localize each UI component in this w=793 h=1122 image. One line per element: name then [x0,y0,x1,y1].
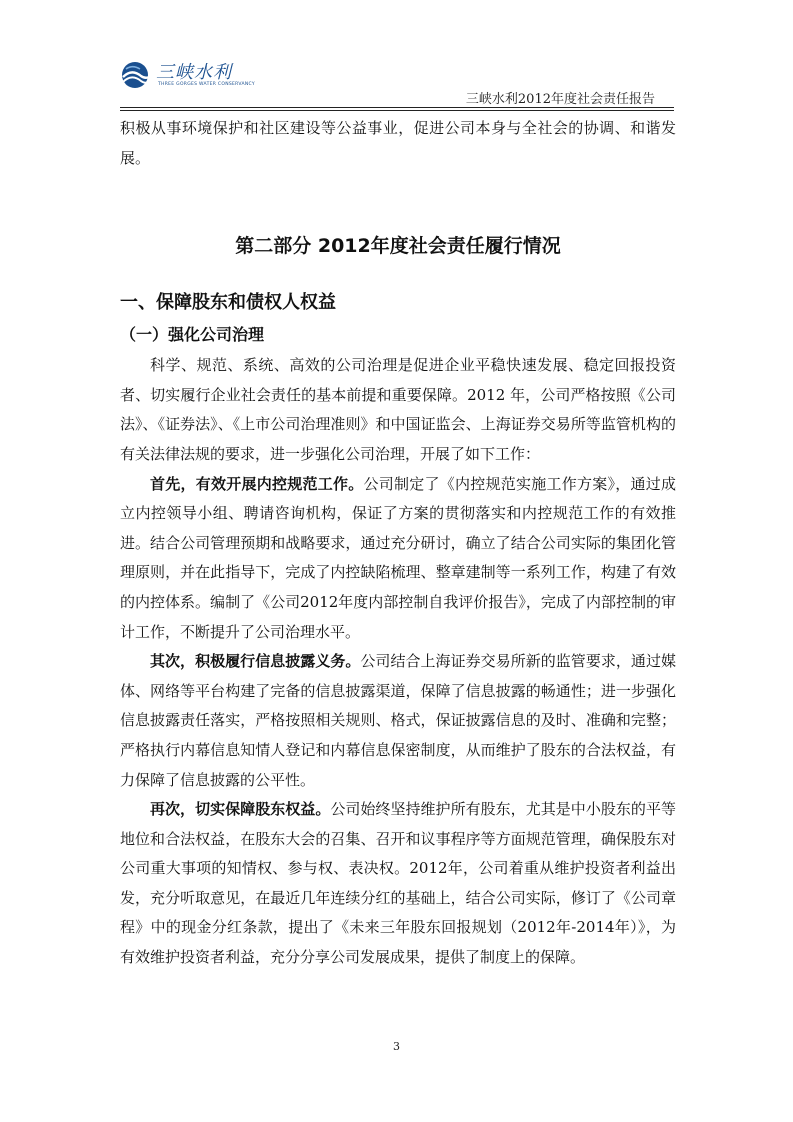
report-header-title: 三峡水利2012年度社会责任报告 [465,92,655,107]
disclosure-lead: 其次，积极履行信息披露义务。 [150,652,361,671]
shareholder-rights-body: 公司始终坚持维护所有股东，尤其是中小股东的平等地位和合法权益，在股东大会的召集、召开和议事程序等方面规范管理，确保股东对公司重大事项的知情权、参与权、表决权。2012年，公司着重从维护投资者利益出发，充分听取意见，在最近几年连续分红的基础上，结合公司实际，修订了《公司章程》中的现金分红条款，提出了《未来三年股东回报规划（2012年-2014年）》，为有效维护投资者利益，充分分享公司发展成果，提供了制度上的保障。 [120,800,676,967]
logo-wave-icon [120,60,154,90]
section-title: 一、保障股东和债权人权益 [120,292,336,314]
header-divider [120,107,674,108]
page-content [120,112,676,973]
internal-control-lead: 首先，有效开展内控规范工作。 [150,474,364,493]
page-number: 3 [393,1040,400,1053]
company-logo [120,56,255,94]
logo-subtext: THREE GORGES WATER CONSERVANCY [158,82,255,87]
internal-control-paragraph [120,470,676,648]
header-divider-secondary [120,110,674,111]
disclosure-paragraph [120,647,676,795]
disclosure-body: 公司结合上海证券交易所新的监管要求，通过媒体、网络等平台构建了完备的信息披露渠道，保障了信息披露的畅通性；进一步强化信息披露责任落实，严格按照相关规则、格式，保证披露信息的及时、准确和完整；严格执行内幕信息知情人登记和内幕信息保密制度，从而维护了股东的合法权益，有力保障了信息披露的公平性。 [120,652,676,789]
part-title: 第二部分 2012年度社会责任履行情况 [235,235,561,258]
subsection-title: （一）强化公司治理 [120,325,265,345]
shareholder-rights-lead: 再次，切实保障股东权益。 [150,800,331,819]
internal-control-body: 公司制定了《内控规范实施工作方案》，通过成立内控领导小组、聘请咨询机构，保证了方案的贯彻落实和内控规范工作的有效推进。结合公司管理预期和战略要求，通过充分研讨，确立了结合公司实际的集团化管理原则，并在此指导下，完成了内控缺陷梳理、整章建制等一系列工作，构建了有效的内控体系。编制了《公司2012年度内部控制自我评价报告》，完成了内部控制的审计工作，不断提升了公司治理水平。 [120,474,676,641]
logo-text: 三峡水利 [156,62,232,83]
governance-paragraph: 科学、规范、系统、高效的公司治理是促进企业平稳快速发展、稳定回报投资者、切实履行企业社会责任的基本前提和重要保障。2012 年，公司严格按照《公司法》、《证券法》、《上市公司治理准则》和中国证监会、上海证券交易所等监管机构的有关法律法规的要求，进一步强化公司治理，开展了如下工作： [120,356,676,463]
intro-paragraph: 积极从事环境保护和社区建设等公益事业，促进公司本身与全社会的协调、和谐发展。 [120,119,676,167]
shareholder-rights-paragraph [120,795,676,973]
